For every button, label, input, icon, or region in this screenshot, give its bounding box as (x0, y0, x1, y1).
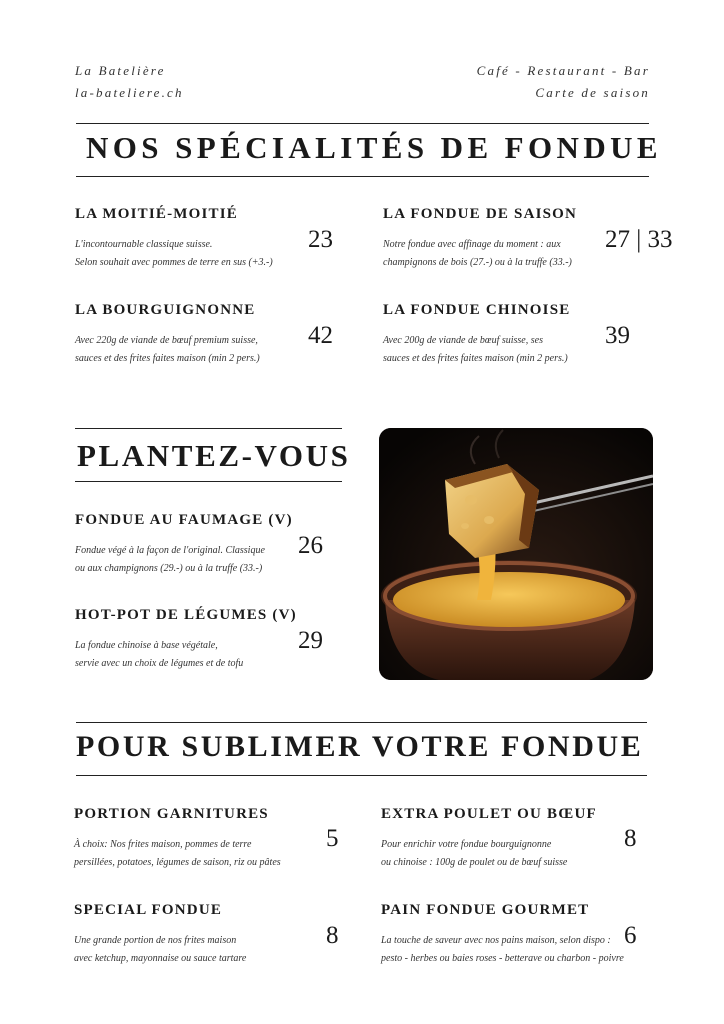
item-price: 26 (298, 532, 323, 559)
item-description: sauces et des frites faites maison (min 2 pers.) (75, 353, 260, 364)
section-divider (76, 176, 649, 177)
item-description: Avec 200g de viande de bœuf suisse, ses (383, 335, 543, 346)
item-description: pesto - herbes ou baies roses - betterave ou charbon - poivre (381, 953, 624, 964)
item-name: PAIN FONDUE GOURMET (381, 902, 590, 918)
section-divider (76, 775, 647, 776)
item-name: PORTION GARNITURES (74, 806, 269, 822)
item-price: 27 | 33 (605, 226, 673, 253)
item-price: 29 (298, 627, 323, 654)
header-right (477, 60, 650, 104)
menu-type: Carte de saison (535, 85, 650, 100)
item-price: 6 (624, 922, 637, 949)
section-divider (76, 123, 649, 124)
item-description: servie avec un choix de légumes et de tofu (75, 658, 244, 669)
item-description: Avec 220g de viande de bœuf premium suisse, (75, 335, 258, 346)
item-price: 42 (308, 322, 333, 349)
item-name: LA FONDUE DE SAISON (383, 206, 578, 222)
item-price: 8 (326, 922, 339, 949)
item-description: champignons de bois (27.-) ou à la truffe (33.-) (383, 257, 572, 268)
section-title-sublimer: POUR SUBLIMER VOTRE FONDUE (76, 730, 644, 763)
section-divider (75, 428, 342, 429)
item-description: Pour enrichir votre fondue bourguignonne (381, 839, 552, 850)
item-description: Notre fondue avec affinage du moment : aux (383, 239, 561, 250)
item-name: SPECIAL FONDUE (74, 902, 223, 918)
item-description: Selon souhait avec pommes de terre en sus (+3.-) (75, 257, 273, 268)
fondue-photo (379, 428, 653, 680)
section-divider (76, 722, 647, 723)
header-left (75, 60, 184, 104)
fondue-photo-illustration (379, 428, 653, 680)
item-description: ou aux champignons (29.-) ou à la truffe (33.-) (75, 563, 263, 574)
item-name: LA MOITIÉ-MOITIÉ (75, 206, 238, 222)
item-price: 23 (308, 226, 333, 253)
item-description: Fondue végé à la façon de l'original. Classique (75, 545, 265, 556)
item-description: L'incontournable classique suisse. (75, 239, 213, 250)
item-name: LA FONDUE CHINOISE (383, 302, 571, 318)
item-description: Une grande portion de nos frites maison (74, 935, 237, 946)
item-price: 8 (624, 825, 637, 852)
section-title-plantez-vous: PLANTEZ-VOUS (77, 438, 351, 473)
item-description: À choix: Nos frites maison, pommes de terre (74, 839, 252, 850)
venue-name: La Batelière (75, 63, 166, 78)
website-link[interactable]: la-bateliere.ch (75, 85, 184, 100)
item-description: sauces et des frites faites maison (min 2 pers.) (383, 353, 568, 364)
item-description: La fondue chinoise à base végétale, (75, 640, 218, 651)
item-name: HOT-POT DE LÉGUMES (V) (75, 607, 297, 623)
item-description: ou chinoise : 100g de poulet ou de bœuf suisse (381, 857, 568, 868)
item-price: 39 (605, 322, 630, 349)
item-name: EXTRA POULET OU BŒUF (381, 806, 597, 822)
item-description: La touche de saveur avec nos pains maison, selon dispo : (381, 935, 611, 946)
venue-type: Café - Restaurant - Bar (476, 63, 650, 78)
item-description: avec ketchup, mayonnaise ou sauce tartare (74, 953, 247, 964)
item-name: LA BOURGUIGNONNE (75, 302, 256, 318)
item-name: FONDUE AU FAUMAGE (V) (75, 512, 293, 528)
section-divider (75, 481, 342, 482)
item-price: 5 (326, 825, 339, 852)
item-description: persillées, potatoes, légumes de saison, riz ou pâtes (74, 857, 281, 868)
section-title-specialites: NOS SPÉCIALITÉS DE FONDUE (86, 130, 662, 165)
